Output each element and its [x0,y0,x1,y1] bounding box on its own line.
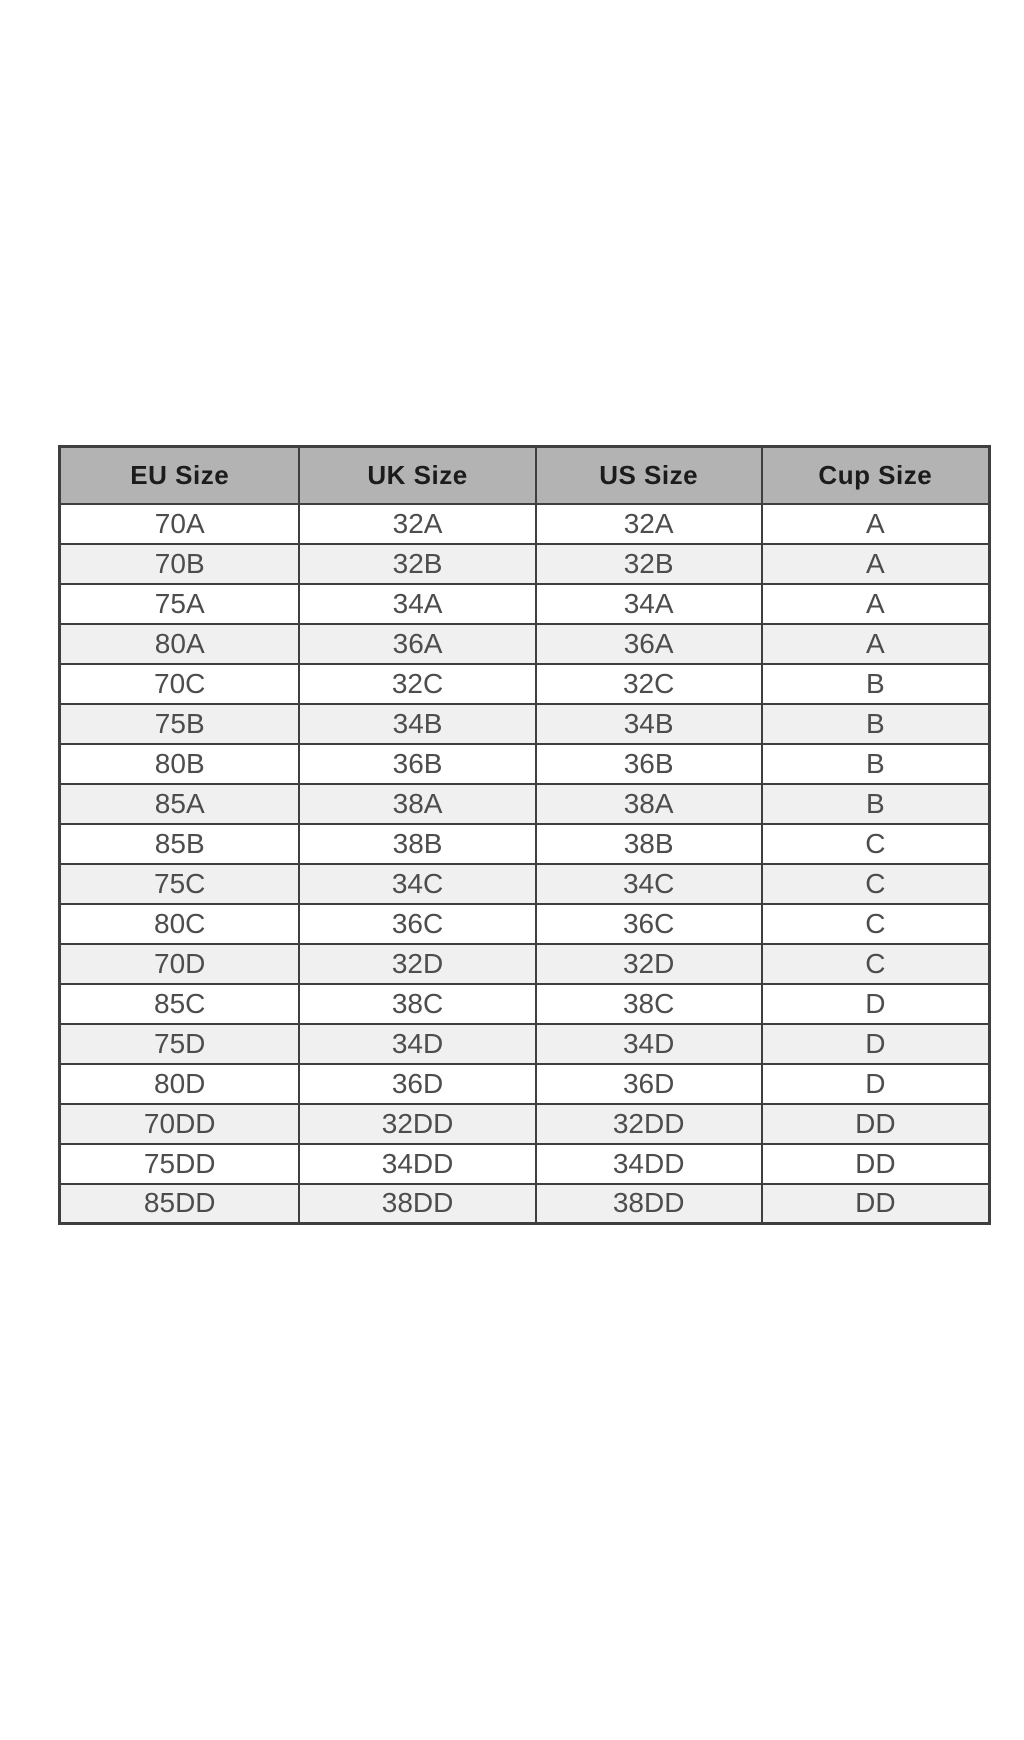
table-row [60,544,990,584]
column-header-eu-size: EU Size [60,447,300,504]
table-cell-eu: 70B [60,544,300,584]
table-cell-uk: 38C [299,984,535,1024]
table-cell-uk: 32DD [299,1104,535,1144]
table-row [60,944,990,984]
table-cell-cup: C [762,944,990,984]
table-cell-eu: 80B [60,744,300,784]
table-row [60,624,990,664]
table-cell-cup: DD [762,1104,990,1144]
table-cell-cup: C [762,824,990,864]
table-cell-cup: B [762,664,990,704]
table-body [60,504,990,1224]
table-cell-uk: 38B [299,824,535,864]
table-cell-uk: 34D [299,1024,535,1064]
table-cell-us: 34A [536,584,762,624]
table-cell-uk: 36D [299,1064,535,1104]
table-cell-cup: A [762,624,990,664]
column-header-us-size: US Size [536,447,762,504]
table-cell-uk: 32A [299,504,535,544]
table-cell-cup: B [762,704,990,744]
table-cell-uk: 36A [299,624,535,664]
table-cell-us: 32DD [536,1104,762,1144]
table-cell-eu: 75B [60,704,300,744]
table-cell-eu: 85DD [60,1184,300,1224]
column-header-cup-size: Cup Size [762,447,990,504]
table-cell-cup: A [762,504,990,544]
table-cell-eu: 80A [60,624,300,664]
table-cell-uk: 32C [299,664,535,704]
table-cell-us: 38DD [536,1184,762,1224]
table-row [60,504,990,544]
table-cell-uk: 32D [299,944,535,984]
table-cell-eu: 80C [60,904,300,944]
table-cell-eu: 70C [60,664,300,704]
table-row [60,984,990,1024]
table-cell-us: 36A [536,624,762,664]
column-header-uk-size: UK Size [299,447,535,504]
table-cell-eu: 85A [60,784,300,824]
table-cell-uk: 34DD [299,1144,535,1184]
size-conversion-table-container [58,445,991,1225]
table-cell-us: 32B [536,544,762,584]
table-row [60,824,990,864]
table-cell-cup: B [762,784,990,824]
table-cell-uk: 36B [299,744,535,784]
table-cell-uk: 34B [299,704,535,744]
table-cell-eu: 75DD [60,1144,300,1184]
table-cell-us: 34D [536,1024,762,1064]
table-cell-eu: 70A [60,504,300,544]
table-row [60,744,990,784]
table-cell-cup: DD [762,1184,990,1224]
table-cell-eu: 85B [60,824,300,864]
table-cell-cup: D [762,984,990,1024]
table-cell-us: 34C [536,864,762,904]
table-cell-cup: C [762,864,990,904]
table-row [60,864,990,904]
table-cell-cup: DD [762,1144,990,1184]
table-row [60,704,990,744]
table-cell-eu: 70DD [60,1104,300,1144]
table-row [60,1104,990,1144]
table-header-row [60,447,990,504]
table-row [60,1024,990,1064]
table-cell-uk: 32B [299,544,535,584]
table-cell-us: 36B [536,744,762,784]
table-cell-cup: D [762,1064,990,1104]
table-row [60,584,990,624]
table-cell-us: 34B [536,704,762,744]
table-cell-us: 32A [536,504,762,544]
table-row [60,1184,990,1224]
table-cell-uk: 34C [299,864,535,904]
table-cell-us: 34DD [536,1144,762,1184]
table-row [60,1064,990,1104]
table-cell-cup: C [762,904,990,944]
table-cell-eu: 75A [60,584,300,624]
table-cell-eu: 70D [60,944,300,984]
table-cell-uk: 36C [299,904,535,944]
table-cell-us: 38B [536,824,762,864]
table-cell-us: 32C [536,664,762,704]
table-cell-cup: B [762,744,990,784]
table-row [60,904,990,944]
table-cell-eu: 75C [60,864,300,904]
table-cell-us: 32D [536,944,762,984]
table-cell-cup: D [762,1024,990,1064]
table-cell-eu: 85C [60,984,300,1024]
table-cell-cup: A [762,544,990,584]
table-cell-eu: 80D [60,1064,300,1104]
table-cell-uk: 38A [299,784,535,824]
table-cell-cup: A [762,584,990,624]
table-cell-us: 36D [536,1064,762,1104]
table-row [60,664,990,704]
table-cell-us: 38C [536,984,762,1024]
table-cell-eu: 75D [60,1024,300,1064]
table-cell-us: 38A [536,784,762,824]
table-cell-uk: 34A [299,584,535,624]
table-cell-uk: 38DD [299,1184,535,1224]
table-row [60,784,990,824]
table-row [60,1144,990,1184]
size-conversion-table [58,445,991,1225]
table-cell-us: 36C [536,904,762,944]
